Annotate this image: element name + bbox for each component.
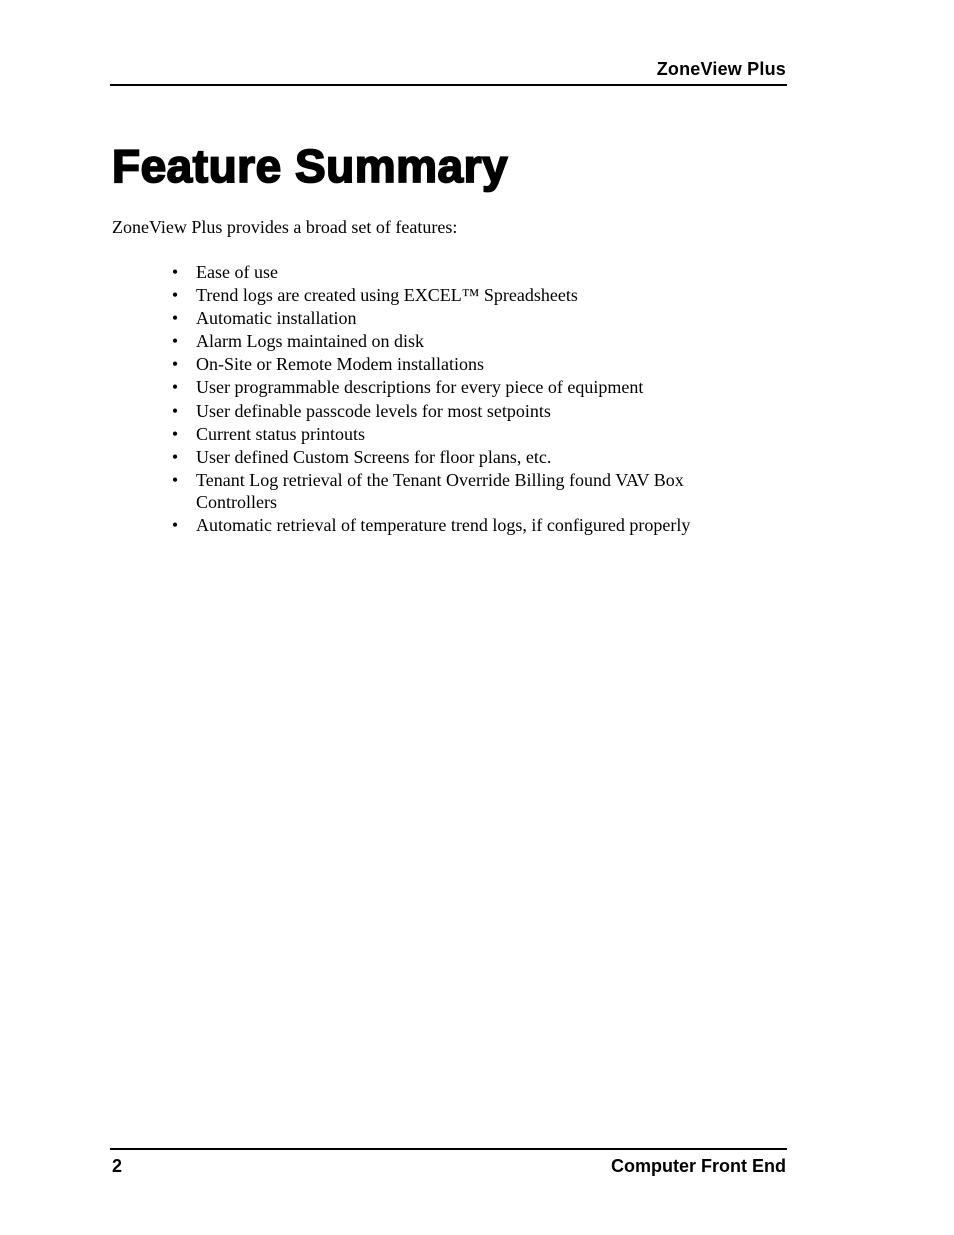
list-item	[168, 469, 728, 514]
intro-paragraph: ZoneView Plus provides a broad set of features:	[112, 217, 458, 237]
bullet-icon: •	[171, 423, 179, 444]
bullet-icon: •	[171, 331, 179, 352]
list-item	[168, 353, 728, 376]
page-title: Feature Summary	[112, 140, 509, 192]
bullet-icon: •	[171, 262, 179, 282]
list-item	[168, 330, 728, 353]
footer-title: Computer Front End	[611, 1156, 786, 1176]
bullet-icon: •	[171, 446, 179, 467]
running-footer	[110, 1148, 787, 1180]
header-title: ZoneView Plus	[656, 59, 786, 79]
bullet-icon: •	[171, 308, 179, 329]
bullet-icon: •	[171, 377, 179, 398]
list-item	[168, 514, 728, 537]
list-item	[168, 423, 728, 446]
list-item-text: Alarm Logs maintained on disk	[196, 331, 424, 352]
list-item	[168, 307, 728, 330]
list-item-text: Tenant Log retrieval of the Tenant Override Billing found VAV Box Controllers	[196, 469, 684, 513]
list-item-text: Trend logs are created using EXCEL™ Spreadsheets	[196, 285, 578, 306]
list-item	[168, 400, 728, 423]
bullet-icon: •	[171, 285, 179, 306]
feature-list	[168, 261, 728, 538]
bullet-icon: •	[171, 354, 179, 375]
list-item-text: Current status printouts	[196, 423, 365, 444]
list-item-text: Automatic retrieval of temperature trend logs, if configured properly	[196, 515, 691, 536]
list-item-text: User programmable descriptions for every piece of equipment	[196, 377, 644, 398]
list-item	[168, 446, 728, 469]
list-item-text: User definable passcode levels for most setpoints	[196, 400, 551, 421]
list-item-text: User defined Custom Screens for floor plans, etc.	[196, 446, 552, 467]
running-header	[110, 58, 787, 86]
list-item-text: Automatic installation	[196, 308, 357, 329]
list-item	[168, 261, 728, 284]
bullet-icon: •	[171, 515, 179, 536]
list-item	[168, 284, 728, 307]
page-number: 2	[112, 1156, 123, 1176]
list-item-text: Ease of use	[196, 262, 278, 282]
bullet-icon: •	[171, 400, 179, 421]
list-item-text: On-Site or Remote Modem installations	[196, 354, 484, 375]
bullet-icon: •	[171, 469, 179, 490]
list-item	[168, 376, 728, 399]
